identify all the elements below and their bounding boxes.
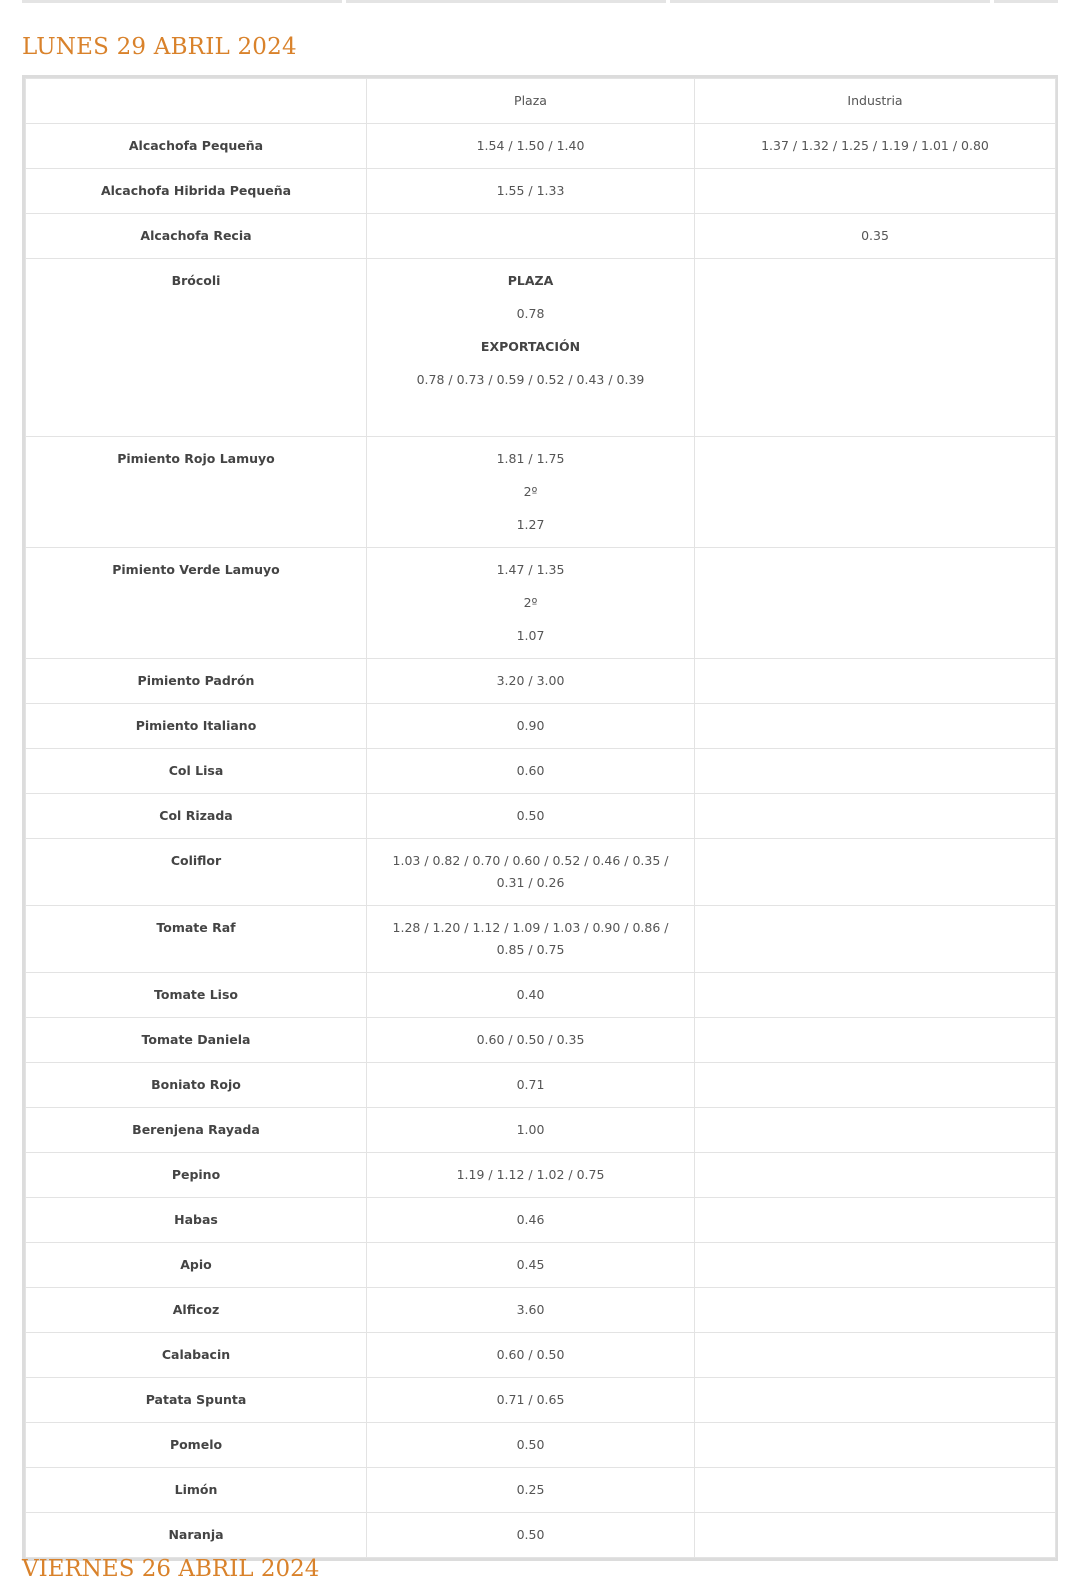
product-name: Alcachofa Pequeña: [26, 124, 367, 169]
table-row: [26, 1333, 1056, 1378]
plaza-price: 0.60: [367, 749, 695, 794]
price-line: 0.78 / 0.73 / 0.59 / 0.52 / 0.43 / 0.39: [416, 372, 645, 387]
table-row: [26, 124, 1056, 169]
plaza-price: 0.71: [367, 1063, 695, 1108]
product-name: Pimiento Rojo Lamuyo: [26, 437, 367, 548]
plaza-price: 1.03 / 0.82 / 0.70 / 0.60 / 0.52 / 0.46 / 0.35 / 0.31 / 0.26: [367, 839, 695, 906]
header-industria: Industria: [695, 79, 1056, 124]
table-row: [26, 906, 1056, 973]
plaza-price: [367, 214, 695, 259]
date-heading: LUNES 29 ABRIL 2024: [22, 34, 297, 60]
table-row: [26, 1018, 1056, 1063]
plaza-price: 0.71 / 0.65: [367, 1378, 695, 1423]
plaza-price: 3.20 / 3.00: [367, 659, 695, 704]
table-row: [26, 749, 1056, 794]
product-name: Pimiento Italiano: [26, 704, 367, 749]
table-row: [26, 704, 1056, 749]
industria-price: [695, 437, 1056, 548]
table-row: [26, 1198, 1056, 1243]
industria-price: [695, 1018, 1056, 1063]
plaza-price: 1.55 / 1.33: [367, 169, 695, 214]
industria-price: [695, 973, 1056, 1018]
product-name: Brócoli: [26, 259, 367, 437]
plaza-price: 0.90: [367, 704, 695, 749]
product-name: Habas: [26, 1198, 367, 1243]
product-name: Apio: [26, 1243, 367, 1288]
product-name: Pimiento Padrón: [26, 659, 367, 704]
product-name: Col Rizada: [26, 794, 367, 839]
plaza-price: 0.50: [367, 1513, 695, 1558]
industria-price: [695, 704, 1056, 749]
plaza-price: [367, 437, 695, 548]
table-header-row: [26, 79, 1056, 124]
top-divider: [22, 0, 1058, 3]
price-line: 2º: [523, 484, 538, 499]
product-name: Alficoz: [26, 1288, 367, 1333]
table-row: [26, 169, 1056, 214]
header-product: [26, 79, 367, 124]
product-name: Patata Spunta: [26, 1378, 367, 1423]
industria-price: [695, 1153, 1056, 1198]
industria-price: [695, 1288, 1056, 1333]
table-row: [26, 1468, 1056, 1513]
product-name: Tomate Liso: [26, 973, 367, 1018]
table-row: [26, 794, 1056, 839]
industria-price: [695, 169, 1056, 214]
plaza-price: 0.50: [367, 1423, 695, 1468]
industria-price: [695, 906, 1056, 973]
industria-price: [695, 548, 1056, 659]
table-row: [26, 214, 1056, 259]
price-subheading: EXPORTACIÓN: [480, 339, 581, 354]
table-row: [26, 973, 1056, 1018]
plaza-price: [367, 259, 695, 437]
table-row: [26, 1153, 1056, 1198]
industria-price: [695, 749, 1056, 794]
industria-price: [695, 659, 1056, 704]
plaza-price: 1.00: [367, 1108, 695, 1153]
industria-price: 1.37 / 1.32 / 1.25 / 1.19 / 1.01 / 0.80: [695, 124, 1056, 169]
plaza-price: 0.60 / 0.50: [367, 1333, 695, 1378]
table-row: [26, 1378, 1056, 1423]
price-table: [25, 78, 1056, 1558]
product-name: Pimiento Verde Lamuyo: [26, 548, 367, 659]
table-row: [26, 259, 1056, 437]
price-line: 1.07: [516, 628, 545, 643]
product-name: Alcachofa Recia: [26, 214, 367, 259]
price-line: 1.27: [516, 517, 545, 532]
table-row: [26, 1063, 1056, 1108]
header-plaza: Plaza: [367, 79, 695, 124]
product-name: Tomate Raf: [26, 906, 367, 973]
table-row: [26, 1243, 1056, 1288]
industria-price: [695, 839, 1056, 906]
industria-price: [695, 1378, 1056, 1423]
industria-price: [695, 1423, 1056, 1468]
product-name: Calabacin: [26, 1333, 367, 1378]
product-name: Coliflor: [26, 839, 367, 906]
plaza-price: 0.40: [367, 973, 695, 1018]
industria-price: [695, 794, 1056, 839]
price-line: 1.81 / 1.75: [496, 451, 565, 466]
price-line: 1.47 / 1.35: [496, 562, 565, 577]
table-row: [26, 839, 1056, 906]
price-line: 2º: [523, 595, 538, 610]
table-row: [26, 1288, 1056, 1333]
product-name: Naranja: [26, 1513, 367, 1558]
plaza-price: 0.60 / 0.50 / 0.35: [367, 1018, 695, 1063]
plaza-price: 1.19 / 1.12 / 1.02 / 0.75: [367, 1153, 695, 1198]
price-line: 0.78: [516, 306, 545, 321]
table-body: [26, 124, 1056, 1558]
table-row: [26, 1513, 1056, 1558]
industria-price: [695, 1333, 1056, 1378]
plaza-price: 0.46: [367, 1198, 695, 1243]
price-subheading: PLAZA: [507, 273, 554, 288]
industria-price: [695, 1243, 1056, 1288]
industria-price: [695, 1063, 1056, 1108]
price-table-frame: [22, 75, 1058, 1561]
product-name: Tomate Daniela: [26, 1018, 367, 1063]
plaza-price: 0.50: [367, 794, 695, 839]
industria-price: [695, 1198, 1056, 1243]
product-name: Pepino: [26, 1153, 367, 1198]
table-row: [26, 659, 1056, 704]
industria-price: 0.35: [695, 214, 1056, 259]
table-row: [26, 1423, 1056, 1468]
industria-price: [695, 1513, 1056, 1558]
product-name: Berenjena Rayada: [26, 1108, 367, 1153]
plaza-price: 1.28 / 1.20 / 1.12 / 1.09 / 1.03 / 0.90 / 0.86 / 0.85 / 0.75: [367, 906, 695, 973]
product-name: Pomelo: [26, 1423, 367, 1468]
industria-price: [695, 1468, 1056, 1513]
product-name: Col Lisa: [26, 749, 367, 794]
table-row: [26, 548, 1056, 659]
plaza-price: 0.25: [367, 1468, 695, 1513]
product-name: Alcachofa Hibrida Pequeña: [26, 169, 367, 214]
next-date-heading: VIERNES 26 ABRIL 2024: [22, 1556, 320, 1582]
product-name: Boniato Rojo: [26, 1063, 367, 1108]
industria-price: [695, 259, 1056, 437]
plaza-price: 3.60: [367, 1288, 695, 1333]
table-row: [26, 1108, 1056, 1153]
product-name: Limón: [26, 1468, 367, 1513]
plaza-price: [367, 548, 695, 659]
plaza-price: 1.54 / 1.50 / 1.40: [367, 124, 695, 169]
table-row: [26, 437, 1056, 548]
plaza-price: 0.45: [367, 1243, 695, 1288]
industria-price: [695, 1108, 1056, 1153]
